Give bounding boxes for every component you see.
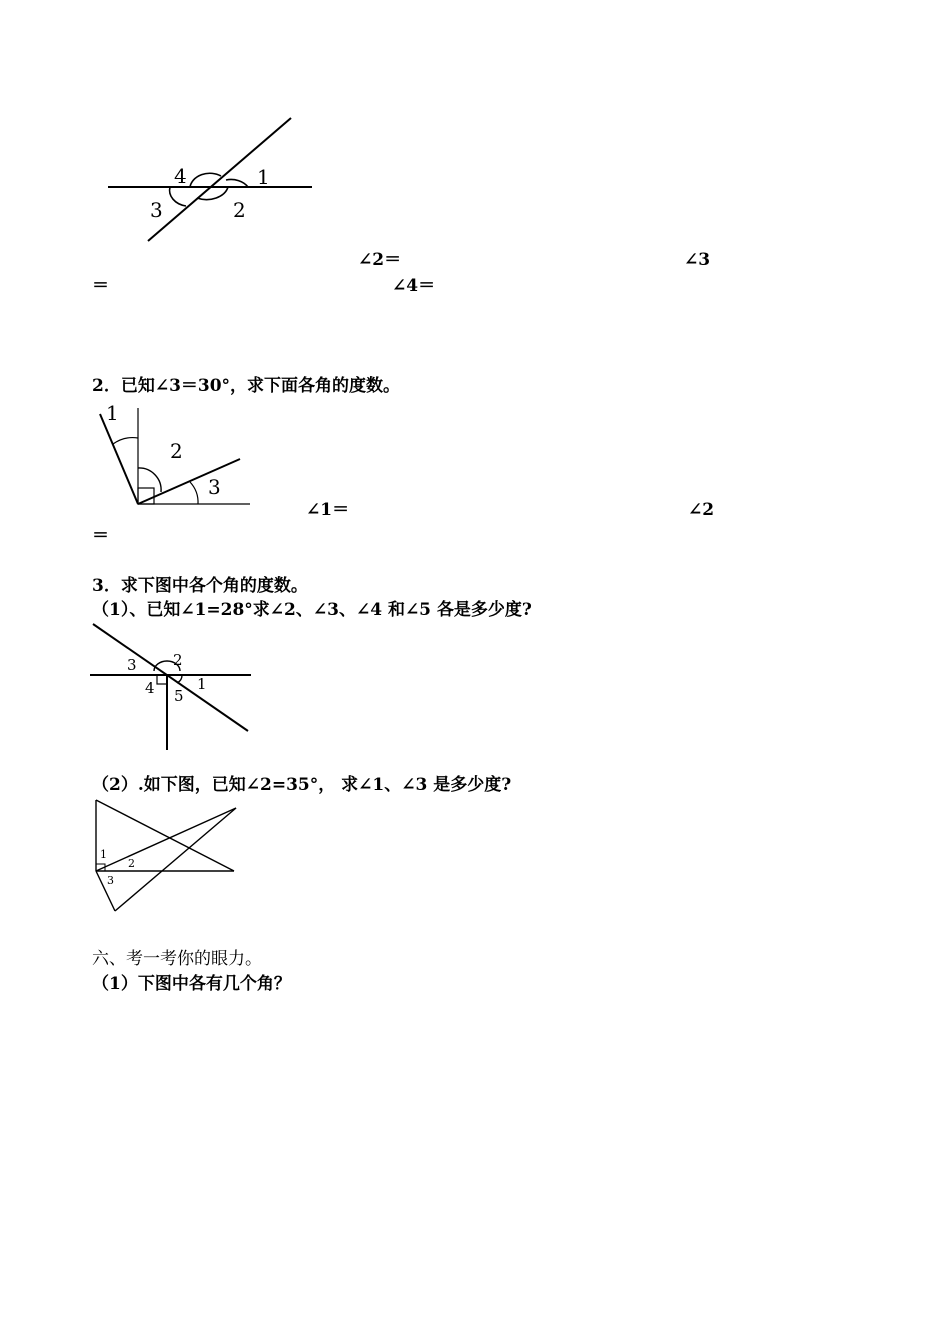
q2-left-line <box>100 414 138 504</box>
q1-arc-4 <box>190 173 221 187</box>
q2-figure <box>90 400 260 510</box>
q2-label-3: 3 <box>208 475 221 499</box>
q2-label-1: 1 <box>106 401 119 425</box>
q3-fig1-arc-1 <box>177 675 182 683</box>
q1-answer-angle3: ∠3 <box>684 250 711 270</box>
q3-fig2-label-2: 2 <box>128 857 135 870</box>
q1-arc-2 <box>197 187 228 200</box>
q3-fig1-right-angle-mark <box>157 675 167 684</box>
q2-answer-angle1: ∠1＝ <box>306 500 350 520</box>
q1-answer-angle2: ∠2＝ <box>358 250 402 270</box>
q6-title: 六、考一考你的眼力。 <box>92 949 262 969</box>
q3-fig2-label-1: 1 <box>100 848 107 861</box>
q2-right-line <box>138 459 240 504</box>
q1-arc-1 <box>226 179 248 187</box>
q3-fig1-label-3: 3 <box>127 656 137 674</box>
q3-figure-2 <box>88 795 248 915</box>
q2-arc-3 <box>190 482 198 504</box>
q3-fig1-label-2: 2 <box>173 651 183 669</box>
q3-title: 3．求下图中各个角的度数。 <box>92 576 308 596</box>
q2-arc-1 <box>113 438 138 444</box>
q1-answer-angle4: ∠4＝ <box>392 276 436 296</box>
q1-arc-3 <box>170 187 186 206</box>
q2-right-angle-mark <box>138 488 154 504</box>
q3-fig1-label-5: 5 <box>174 687 184 705</box>
q1-answer-equals: ＝ <box>92 276 109 296</box>
q1-label-2: 2 <box>233 198 246 222</box>
q3-fig1-label-1: 1 <box>197 675 207 693</box>
q3-sub2: （2）.如下图，已知∠2=35°， 求∠1、∠3 是多少度? <box>92 775 512 795</box>
q2-title: 2．已知∠3＝30°，求下面各角的度数。 <box>92 376 401 396</box>
q6-sub1: （1）下图中各有几个角？ <box>92 974 291 994</box>
q3-figure-1 <box>88 620 258 755</box>
q2-answer-angle2: ∠2 <box>688 500 715 520</box>
q3-fig2-label-3: 3 <box>107 874 114 887</box>
q3-fig2-top-slant <box>96 800 234 871</box>
q1-figure <box>100 110 320 250</box>
q2-label-2: 2 <box>170 439 183 463</box>
q3-fig1-label-4: 4 <box>145 679 155 697</box>
q3-fig1-slanted-line <box>93 624 248 731</box>
q1-label-4: 4 <box>174 164 187 188</box>
q1-label-1: 1 <box>257 165 270 189</box>
q3-sub1: （1）、已知∠1=28°求∠2、∠3、∠4 和∠5 各是多少度? <box>92 600 532 620</box>
q2-answer-equals: ＝ <box>92 526 109 546</box>
q1-label-3: 3 <box>150 198 163 222</box>
